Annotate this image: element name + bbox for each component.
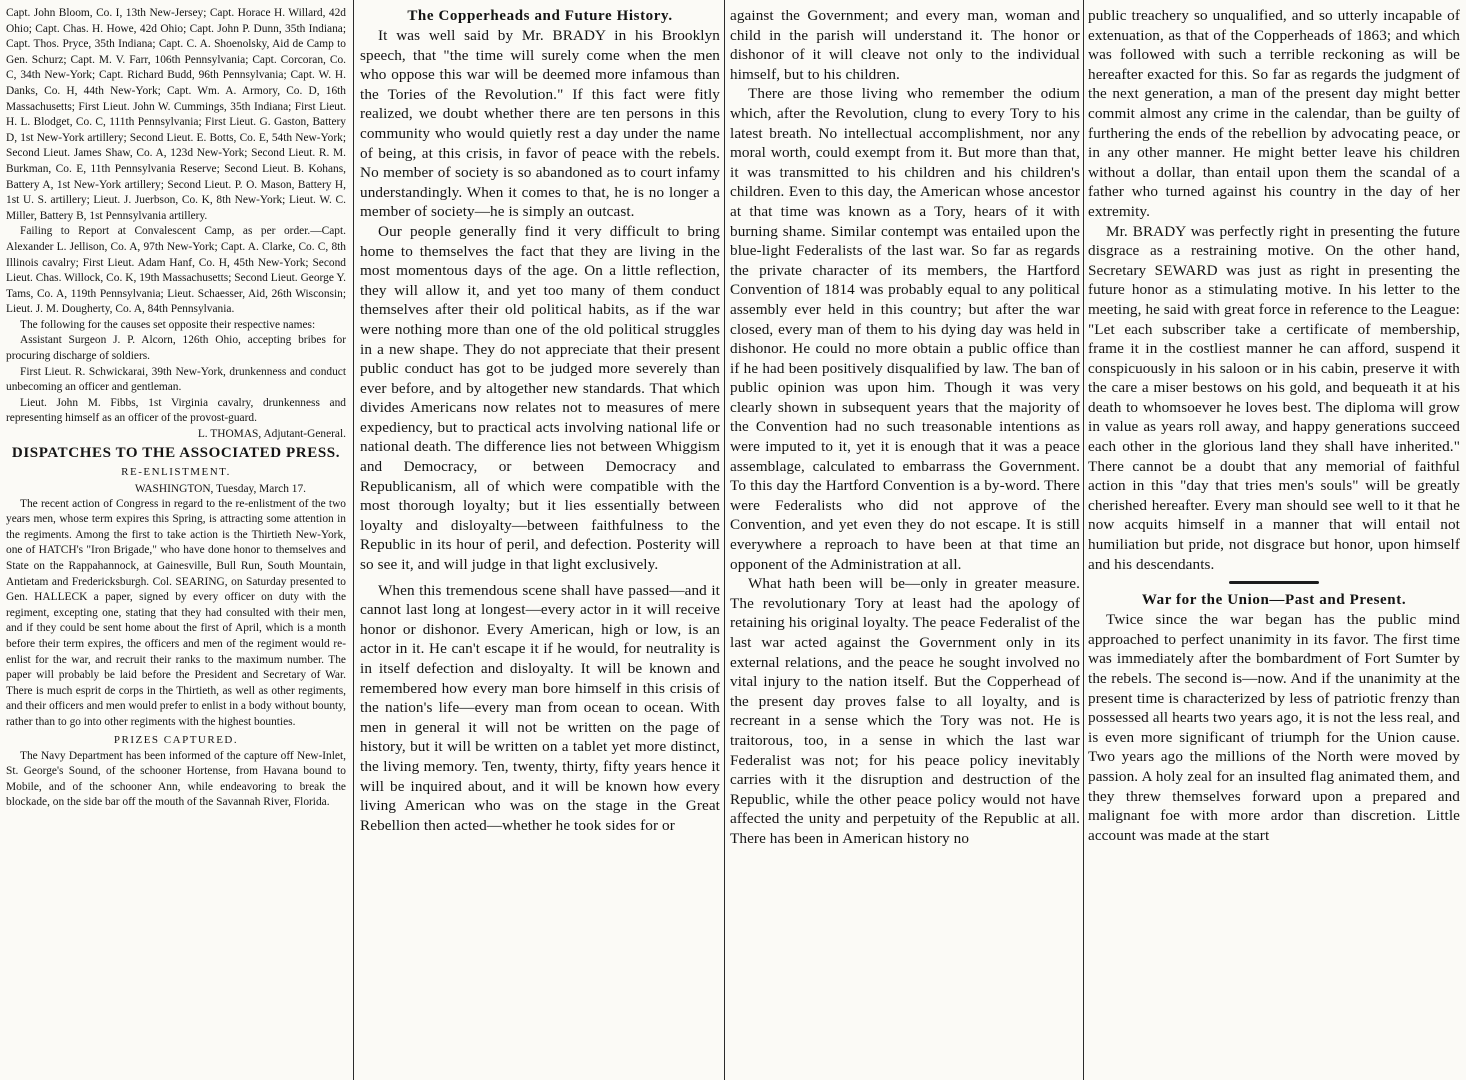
article-paragraph: Twice since the war began has the public mind approached to perfect unanimity in its favor. The first time was immediately after the bombardment of Fort Sumter by the rebels. The second is—now. And if the unanimity at the present time is characterized by less of patriotic frenzy than possessed all hearts two years ago, it is not the less real, and is even more significant of triumph for the Union cause. Two years ago the millions of the North were moved by passion. A holy zeal for an insulted flag animated them, and they threw themselves forward upon a prepared and malignant foe with more ardor than discretion. Little account was made at the start — [1088, 611, 1460, 844]
article-paragraph: What hath been will be—only in greater measure. The revolutionary Tory at least had the apology of retaining his original loyalty. The peace Federalist of the last war acted against the Government only in its external relations, and the peace he sought involved no vital injury to the nation itself. But the Copperhead of the present day proves false to all loyalty, and is recreant in a sense which the Tory was not. He is traitorous, too, in a sense in which the last war Federalist was not; for his peace policy inevitably carries with it the disruption and destruction of the Republic, while the other peace policy would not have affected the unity and perpetuity of the Republic at all. There has been in American history no — [730, 575, 1080, 847]
column-rule — [353, 0, 354, 1080]
column-4 — [1088, 6, 1460, 1076]
article-paragraph: It was well said by Mr. BRADY in his Brooklyn speech, that "the time will surely come when the men who oppose this war will be deemed more infamous than the Tories of the Revolution." If this fact were fitly realized, we doubt whether there are ten persons in this community who would quietly rest a day under the name of being, at this crisis, in favor of peace with the rebels. No member of society is so abandoned as to court infamy understandingly. When it comes to that, he is no longer a member of society—he is simply an outcast. — [360, 27, 720, 221]
prizes-captured-subheading: PRIZES CAPTURED. — [113, 733, 239, 746]
article-paragraph: Our people generally find it very difficult to bring home to themselves the fact that they are living in the most momentous days of the age. On a little reflection, they will allow it, and yet too many of them conduct themselves after their old political habits, as if the war were nothing more than one of the old political struggles in a new shape. They do not appreciate that their present public conduct has got to be judged more severely than ever before, and by altogether new standards. That which divides Americans now relates not to measures of mere expediency, but to practical acts involving national life or national death. The difference lies not between Whiggism and Democracy, or between Democracy and Republicanism, all of which were compatible with the most thorough loyalty; but it lies essentially between loyalty and disloyalty—between faithfulness to the Republic in its hour of peril, and defection. Posterity will so see it, and will judge in that light exclusively. — [360, 222, 720, 574]
re-enlistment-paragraph: The recent action of Congress in regard to the re-enlistment of the two years men, whose term expires this Spring, is attracting some attention in the regiments. Among the first to take action is the Thirtieth New-York, one of HATCH's "Iron Brigade," who have done honor to themselves and State on the Rappahannock, at Gainesville, Bull Run, South Mountain, Antietam and Fredericksburgh. Col. SEARING, on Saturday presented to Gen. HALLECK a paper, signed by every officer on duty with the regiment, excepting one, stating that they had consulted with their men, and if they could be sent home about the first of April, which is a month before their term expires, the officers and men of the regiment would re-enlist for the war, and recruit their ranks to the maximum number. The paper will probably be laid before the President and Secretary of War. There is much esprit de corps in the Thirtieth, as well as other regiments, and their officers and men would prefer to enlist in a body without bounty, rather than to go into other regiments with the highest bounties. — [6, 497, 346, 728]
fibbs-paragraph: Lieut. John M. Fibbs, 1st Virginia cavalry, drunkenness and representing himself as an officer of the provost-guard. — [6, 396, 346, 425]
article-paragraph: Mr. BRADY was perfectly right in presenting the future disgrace as a restraining motive. On the other hand, Secretary SEWARD was just as right in presenting the future honor as a stimulating motive. In his letter to the meeting, he said with great force in reference to the League: "Let each subscriber take a certificate of membership, frame it in the costliest manner he can afford, suspend it conspicuously in his saloon or in his cabin, preserve it with the care a miser bestows on his gold, and bequeath it at his death to whomsoever he loves best. The diploma will grow in value as years roll away, and happy generations succeed each other in the glorious land they shall have inherited." There cannot be a doubt that any memorial of faithful action in this "day that tries men's souls" will be greatly cherished hereafter. Every man should see well to it that he now acquits himself in a manner that will entail not humiliation but pride, not disgrace but honor, upon himself and his descendants. — [1088, 222, 1460, 573]
failing-to-report-paragraph: Failing to Report at Convalescent Camp, as per order.—Capt. Alexander L. Jellison, Co. A, 97th New-York; Capt. A. Clarke, Co. C, 8th Illinois cavalry; First Lieut. Adam Hanf, Co. H, 45th New-York; Second Lieut. Chas. Willock, Co. K, 19th Massachusetts; Second Lieut. George Y. Tams, Co. A, 119th Pennsylvania; Lieut. Schaesser, Aid, 26th Wisconsin; Lieut. J. M. Dougherty, Co. A, 84th Pennsylvania. — [6, 225, 346, 316]
alcorn-paragraph: Assistant Surgeon J. P. Alcorn, 126th Ohio, accepting bribes for procuring discharge of soldiers. — [6, 334, 346, 363]
article-paragraph: When this tremendous scene shall have passed—and it cannot last long at longest—every actor in it will receive honor or dishonor. Every American, high or low, is an actor in it. He can't escape it if he would, for neutrality is in itself defection and disloyalty. It will be known and remembered how every man bore himself in this crisis of the nation's life—every man from ocean to ocean. With men in general it will not be written on the page of history, but it will be written on a tablet yet more distinct, the living memory. Ten, twenty, thirty, fifty years hence it will be inquired about, and it will be known how every living American who was on the stage in the Great Rebellion then acted—whether he took sides for or — [360, 581, 720, 834]
section-divider — [1229, 581, 1319, 584]
article-paragraph: against the Government; and every man, woman and child in the parish will understand it. The honor or dishonor of it will cleave not only to the individual himself, but to his children. — [730, 7, 1080, 83]
causes-intro-paragraph: The following for the causes set opposite their respective names: — [20, 318, 316, 331]
navy-department-paragraph: The Navy Department has been informed of the capture off New-Inlet, St. George's Sound, of the schooner Hortense, from Havana bound to Mobile, and of the schooner Ann, while endeavoring to break the blockade, on the side bar off the mouth of the Savannah River, Florida. — [6, 749, 346, 809]
schwickarai-paragraph: First Lieut. R. Schwickarai, 39th New-York, drunkenness and conduct unbecoming an officer and gentleman. — [6, 365, 346, 394]
column-2 — [360, 6, 720, 1076]
article-paragraph: There are those living who remember the odium which, after the Revolution, clung to every Tory to his latest breath. No intellectual accomplishment, nor any moral worth, could exempt from it. But more than that, it was transmitted to his children and his children's children. Even to this day, the American whose ancestor at that time was known as a Tory, hears of it with burning shame. Similar contempt was entailed upon the blue-light Federalists of the last war. So far as regards the private character of its members, the Hartford Convention of 1814 was probably equal to any political assembly ever held in this country; but after the war closed, every man of them to his dying day was held in dishonor. He could no more obtain a public office than if he had been positively disqualified by law. The ban of public opinion was upon him. Though it was very clearly shown in subsequent years that the majority of the Convention had no such treasonable intentions as were imputed to it, yet it is enough that it was a peace assemblage, calculated to embarrass the Government. To this day the Hartford Convention is a by-word. There were Federalists who did not approve of the Convention, and yet even they do not escape. It is still everywhere a reproach to have been at that time an opponent of the Administration at all. — [730, 85, 1080, 573]
column-1 — [6, 6, 346, 1076]
copperheads-heading: The Copperheads and Future History. — [407, 8, 673, 24]
column-rule — [1083, 0, 1084, 1080]
dispatches-heading: DISPATCHES TO THE ASSOCIATED PRESS. — [11, 444, 341, 461]
war-for-union-heading: War for the Union—Past and Present. — [1141, 592, 1407, 609]
column-3 — [730, 6, 1080, 1076]
re-enlistment-subheading: RE-ENLISTMENT. — [121, 465, 231, 478]
adjutant-signature: L. THOMAS, Adjutant-General. — [197, 428, 346, 441]
column-rule — [724, 0, 725, 1080]
officer-list-paragraph: Capt. John Bloom, Co. I, 13th New-Jersey; Capt. Horace H. Willard, 42d Ohio; Capt. Chas. H. Howe, 42d Ohio; Capt. John P. Dunn, 35th Indiana; Capt. Thos. Pryce, 35th Indiana; Capt. C. A. Shoenolsky, Aid de Camp to Gen. Schurz; Capt. M. V. Farr, 106th Pennsylvania; Capt. Corcoran, Co. C, 34th New-York; Capt. Richard Budd, 96th Pennsylvania; Capt. W. H. Danks, Co. H, 44th New-York; Capt. Wm. A. Armory, Co. D, 16th Massachusetts; First Lieut. John W. Cummings, 35th Indiana; First Lieut. H. L. Blodget, Co. C, 111th Pennsylvania; First Lieut. G. Gaston, Battery D, 1st New-York artillery; Second Lieut. E. Botts, Co. E, 54th New-York; Second Lieut. James Shaw, Co. A, 123d New-York; Second Lieut. R. M. Burkman, Co. E, 11th Pennsylvania Reserve; Second Lieut. B. Kohans, Battery A, 1st New-York artillery; Second Lieut. P. O. Mason, Battery H, 1st U. S. artillery; Lieut. J. Juerbson, Co. K, 8th New-York; Lieut. W. C. Miller, Battery B, 1st Pennsylvania artillery. — [6, 7, 346, 222]
dateline: WASHINGTON, Tuesday, March 17. — [134, 482, 306, 495]
article-paragraph: public treachery so unqualified, and so utterly incapable of extenuation, as that of the Copperheads of 1863; and which was followed with such a terrible reckoning as will be hereafter exacted for this. So far as regards the judgment of the next generation, a man of the present day might better commit almost any crime in the calendar, than be guilty of furthering the ends of the rebellion by advocating peace, or in any other manner. He might better leave his children without a dollar, than entail upon them the scandal of a father who turned against his country in the day of her extremity. — [1088, 7, 1460, 220]
